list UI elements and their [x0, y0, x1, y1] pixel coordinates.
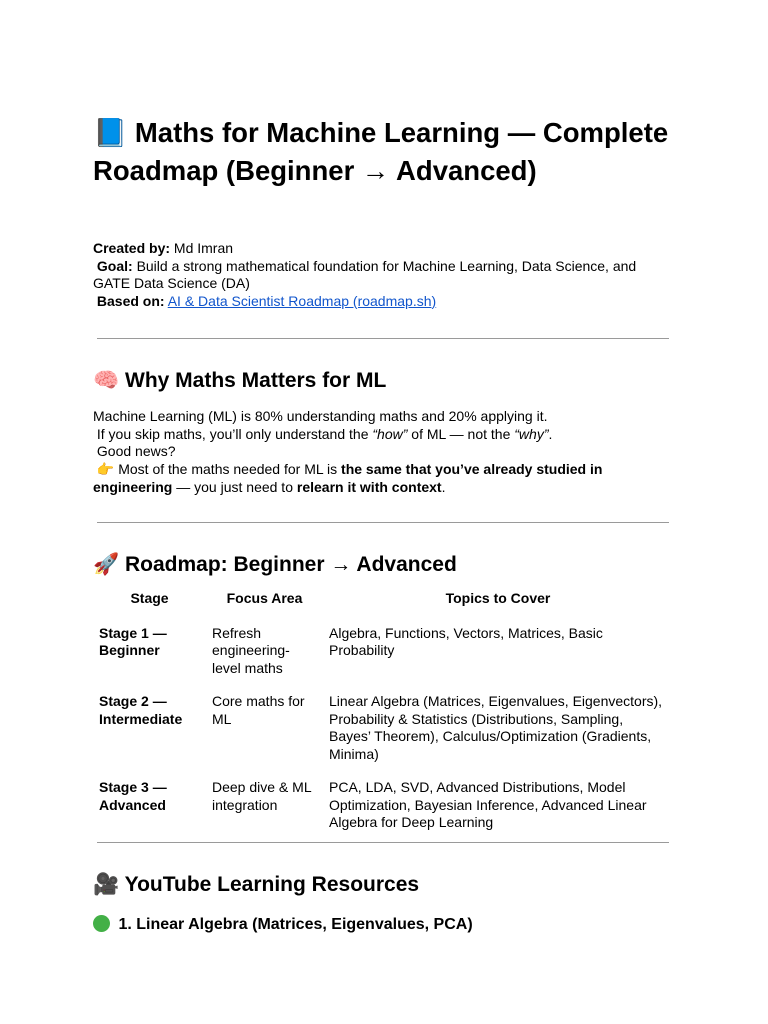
- topics-cell: Algebra, Functions, Vectors, Matrices, Basic Probability: [329, 624, 603, 658]
- based-on-label: Based on:: [96, 292, 165, 309]
- brain-icon: 🧠: [93, 368, 120, 392]
- paragraph-line: Good news?: [96, 443, 176, 459]
- focus-cell: Refresh engineering-level maths: [212, 624, 290, 676]
- linear-algebra-subheading: [93, 914, 673, 936]
- video-camera-icon: 🎥: [93, 872, 120, 896]
- stage-cell: Stage 2 — Intermediate: [99, 693, 183, 727]
- table-header-row: [93, 586, 673, 620]
- bold-phrase: relearn it with context: [296, 479, 442, 495]
- book-icon: 📘: [93, 117, 128, 149]
- stage-cell: Stage 1 — Beginner: [99, 624, 167, 658]
- focus-cell: Deep dive & ML integration: [212, 779, 312, 813]
- created-by-line: [93, 240, 673, 258]
- column-header: Stage: [130, 590, 169, 606]
- paragraph-line: If you skip maths, you’ll only understand the “how” of ML — not the “why”.: [96, 425, 553, 442]
- paragraph-line: Machine Learning (ML) is 80% understanding maths and 20% applying it.: [93, 408, 548, 424]
- roadmap-link[interactable]: AI & Data Scientist Roadmap (roadmap.sh): [167, 292, 437, 309]
- table-row: [93, 774, 673, 843]
- rocket-icon: 🚀: [93, 552, 120, 576]
- how-emphasis: “how”: [372, 425, 408, 442]
- divider: [97, 338, 669, 339]
- column-header: Focus Area: [226, 590, 303, 606]
- divider: [97, 522, 669, 523]
- based-on-line: [93, 293, 673, 311]
- why-emphasis: “why”: [514, 425, 549, 442]
- paragraph-line: 👉 Most of the maths needed for ML is the same that you’ve already studied in engineering — you just need to relearn it with context.: [93, 460, 603, 495]
- why-maths-heading-text: Why Maths Matters for ML: [125, 369, 387, 392]
- why-maths-paragraph: [93, 408, 673, 497]
- bold-phrase: the same that you’ve already studied in engineering: [93, 460, 603, 495]
- goal-label: Goal:: [96, 257, 133, 274]
- roadmap-heading: [93, 550, 673, 579]
- focus-cell: Core maths for ML: [212, 693, 305, 727]
- green-circle-icon: [93, 915, 110, 932]
- divider: [97, 842, 669, 843]
- column-header: Topics to Cover: [445, 590, 551, 606]
- linear-algebra-subheading-text: 1. Linear Algebra (Matrices, Eigenvalues, PCA): [118, 916, 473, 933]
- page-title: [93, 114, 673, 189]
- stage-cell: Stage 3 — Advanced: [99, 779, 167, 813]
- roadmap-heading-text: Roadmap: Beginner → Advanced: [125, 553, 457, 576]
- table-row: [93, 688, 673, 774]
- pointing-hand-icon: 👉: [96, 461, 115, 478]
- goal-value: Build a strong mathematical foundation for Machine Learning, Data Science, and GATE Data Science (DA): [93, 257, 637, 291]
- resources-heading: [93, 870, 673, 899]
- table-row: [93, 620, 673, 689]
- roadmap-table: [93, 586, 673, 843]
- topics-cell: PCA, LDA, SVD, Advanced Distributions, Model Optimization, Bayesian Inference, Advanced Linear Algebra for Deep Learning: [329, 779, 647, 830]
- page-title-text: Maths for Machine Learning — Complete Roadmap (Beginner → Advanced): [93, 117, 669, 186]
- topics-cell: Linear Algebra (Matrices, Eigenvalues, Eigenvectors), Probability & Statistics (Distributions, Sampling, Bayes’ Theorem), Calculus/Optimization (Gradients, Minima): [329, 693, 663, 762]
- created-by-label: Created by:: [93, 240, 171, 256]
- created-by-value: Md Imran: [173, 240, 234, 256]
- resources-heading-text: YouTube Learning Resources: [124, 873, 420, 896]
- document-meta: [93, 240, 673, 310]
- goal-line: [93, 258, 673, 293]
- why-maths-heading: [93, 366, 673, 395]
